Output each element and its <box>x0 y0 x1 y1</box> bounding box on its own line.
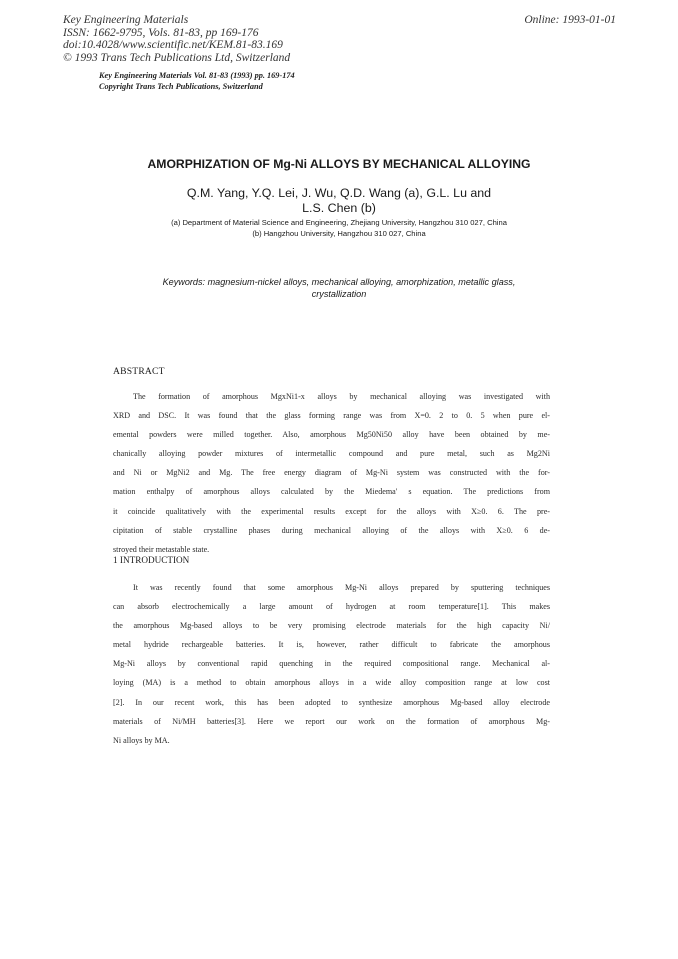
affiliation-a: (a) Department of Material Science and Engineering, Zhejiang University, Hangzhou 310 027, China <box>171 218 507 227</box>
introduction-line: metal hydride rechargeable batteries. It is, however, rather difficult to fabricate the amorphous <box>113 640 550 650</box>
abstract-line: chanically alloying powder mixtures of intermetallic compound and pure metal, such as Mg2Ni <box>113 449 550 459</box>
introduction-line: loying (MA) is a method to obtain amorphous alloys in a wide alloy composition range at low cost <box>113 678 550 688</box>
volume-copyright: Copyright Trans Tech Publications, Switzerland <box>99 82 263 91</box>
introduction-body <box>113 578 550 750</box>
affiliations <box>0 218 678 239</box>
abstract-line: The formation of amorphous MgxNi1-x alloys by mechanical alloying was investigated with <box>133 392 550 401</box>
abstract-line: it coincide qualitatively with the experimental results except for the alloys with X≥0. 6. The pre- <box>113 506 550 516</box>
keywords <box>0 277 678 300</box>
source-metadata <box>63 14 290 64</box>
author-line: L.S. Chen (b) <box>302 200 376 215</box>
introduction-line: [2]. In our recent work, this has been adopted to synthesize amorphous Mg-based alloy electrode <box>113 697 550 707</box>
online-date: Online: 1993-01-01 <box>524 14 616 26</box>
issn-line: ISSN: 1662-9795, Vols. 81-83, pp 169-176 <box>63 26 259 39</box>
affiliation-b: (b) Hangzhou University, Hangzhou 310 027, China <box>252 228 426 238</box>
introduction-line: Ni alloys by MA. <box>113 735 170 745</box>
abstract-line: emental powders were milled together. Also, amorphous Mg50Ni50 alloy have been obtained by me- <box>113 430 550 440</box>
keywords-line: crystallization <box>311 288 367 299</box>
keywords-line: Keywords: magnesium-nickel alloys, mechanical alloying, amorphization, metallic glass, <box>162 277 516 287</box>
abstract-line: mation enthalpy of amorphous alloys calculated by the Miedema' s equation. The predictions from <box>113 487 550 497</box>
introduction-line: can absorb electrochemically a large amount of hydrogen at room temperature[1]. This makes <box>113 602 550 612</box>
introduction-line: the amorphous Mg-based alloys to be very promising electrode materials for the high capacity Ni/ <box>113 621 550 631</box>
abstract-line: XRD and DSC. It was found that the glass forming range was from X=0. 2 to 0. 5 when pure el- <box>113 411 550 421</box>
volume-line: Key Engineering Materials Vol. 81-83 (1993) pp. 169-174 <box>99 71 295 80</box>
introduction-heading: 1 INTRODUCTION <box>113 555 190 565</box>
abstract-line: cipitation of stable crystalline phases during mechanical alloying of the alloys with X≥0. 6 de- <box>113 525 550 535</box>
abstract-heading: ABSTRACT <box>113 366 165 377</box>
doi-line: doi:10.4028/www.scientific.net/KEM.81-83.169 <box>63 39 283 52</box>
abstract-body <box>113 387 550 559</box>
copyright-line: © 1993 Trans Tech Publications Ltd, Switzerland <box>63 51 291 64</box>
journal-name: Key Engineering Materials <box>63 14 189 26</box>
abstract-line: and Ni or MgNi2 and Mg. The free energy diagram of Mg-Ni system was constructed with the for- <box>113 468 550 478</box>
introduction-line: It was recently found that some amorphous Mg-Ni alloys prepared by sputtering techniques <box>133 583 550 592</box>
paper-title: AMORPHIZATION OF Mg-Ni ALLOYS BY MECHANICAL ALLOYING <box>147 157 531 171</box>
introduction-line: Mg-Ni alloys by conventional rapid quenching in the required compositional range. Mechanical al- <box>113 659 550 669</box>
volume-header <box>99 70 295 92</box>
introduction-line: materials of Ni/MH batteries[3]. Here we report our work on the formation of amorphous Mg- <box>113 716 550 726</box>
author-line: Q.M. Yang, Y.Q. Lei, J. Wu, Q.D. Wang (a), G.L. Lu and <box>186 186 492 200</box>
author-list <box>0 186 678 215</box>
abstract-line: stroyed their metastable state. <box>113 544 210 554</box>
